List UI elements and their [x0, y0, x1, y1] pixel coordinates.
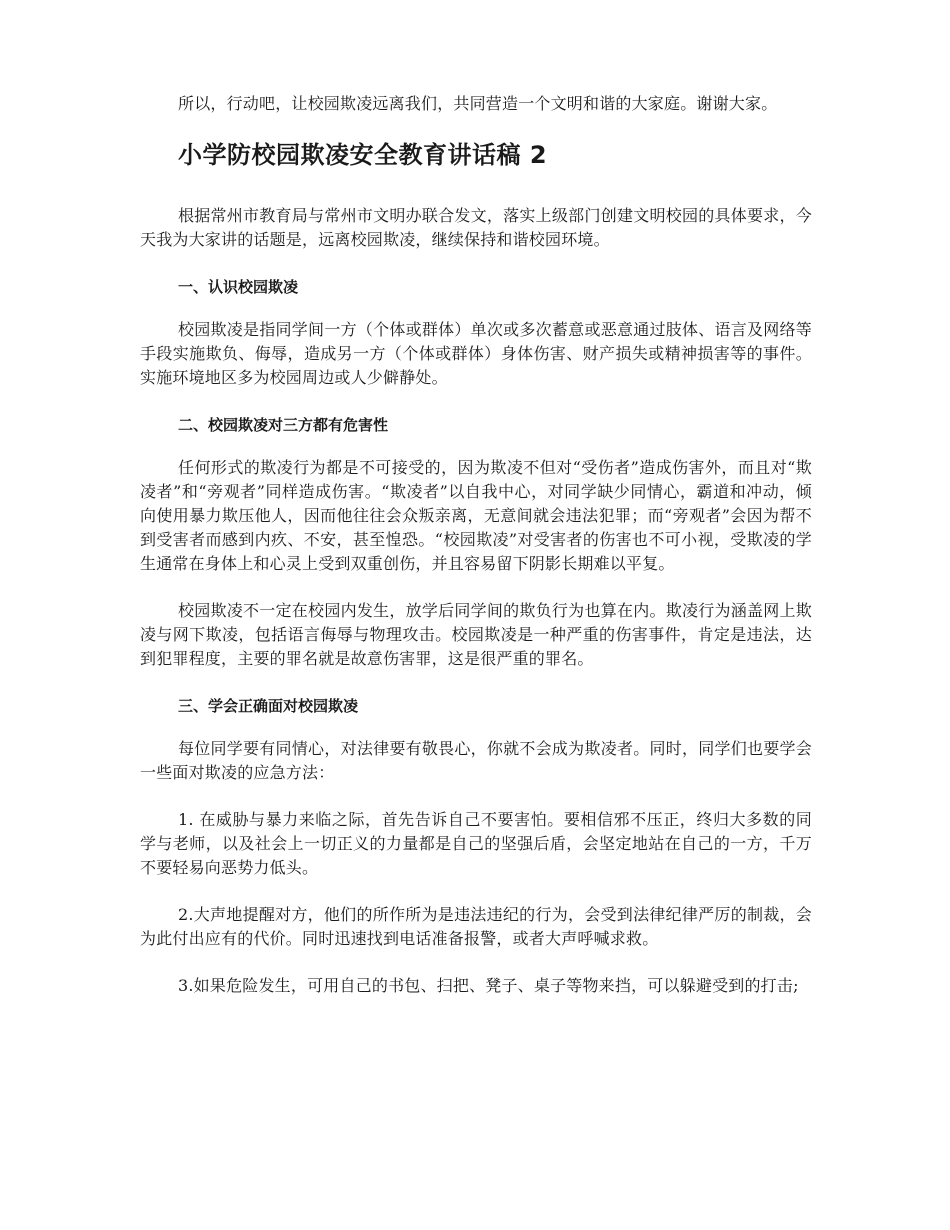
list-item-3: 3.如果危险发生，可用自己的书包、扫把、凳子、桌子等物来挡，可以躲避受到的打击;: [178, 976, 799, 995]
paragraph-2: 校园欺凌是指同学间一方（个体或群体）单次或多次蓄意或恶意通过肢体、语言及网络等手段实施欺负、侮辱，造成另一方（个体或群体）身体伤害、财产损失或精神损害等的事件。 实施环境地区多为校园周边或人少僻静处。: [140, 320, 812, 387]
section-heading-2: 二、校园欺凌对三方都有危害性: [178, 416, 389, 434]
document-title: 小学防校园欺凌安全教育讲话稿 2: [178, 141, 548, 169]
list-item-1: 1. 在威胁与暴力来临之际，首先告诉自己不要害怕。要相信邪不压正，终归大多数的同学与老师，以及社会上一切正义的力量都是自己的坚强后盾，会坚定地站在自己的一方，千万不要轻易向恶势力低头。: [140, 810, 812, 877]
list-item-2: 2.大声地提醒对方，他们的所作所为是违法违纪的行为，会受到法律纪律严厉的制裁，会为此付出应有的代价。同时迅速找到电话准备报警，或者大声呼喊求救。: [140, 905, 812, 948]
section-heading-3: 三、学会正确面对校园欺凌: [178, 697, 359, 715]
section-heading-1: 一、认识校园欺凌: [178, 278, 299, 296]
paragraph-5: 每位同学要有同情心，对法律要有敬畏心，你就不会成为欺凌者。同时，同学们也要学会一些面对欺凌的应急方法：: [140, 739, 812, 782]
document-page: [140, 92, 812, 1021]
paragraph-4: 校园欺凌不一定在校园内发生，放学后同学间的欺负行为也算在内。欺凌行为涵盖网上欺凌与网下欺凌，包括语言侮辱与物理攻击。校园欺凌是一种严重的伤害事件，肯定是违法，达到犯罪程度，主要的罪名就是故意伤害罪，这是很严重的罪名。: [140, 601, 812, 668]
paragraph-1: 根据常州市教育局与常州市文明办联合发文，落实上级部门创建文明校园的具体要求，今天我为大家讲的话题是，远离校园欺凌，继续保持和谐校园环境。: [140, 206, 812, 249]
intro-paragraph: 所以，行动吧，让校园欺凌远离我们，共同营造一个文明和谐的大家庭。谢谢大家。: [178, 94, 778, 113]
paragraph-3: 任何形式的欺凌行为都是不可接受的，因为欺凌不但对“受伤者”造成伤害外，而且对“欺凌者”和“旁观者”同样造成伤害。“欺凌者”以自我中心，对同学缺少同情心，霸道和冲动，倾向使用暴力欺压他人，因而他往往会众叛亲离，无意间就会违法犯罪；而“旁观者”会因为帮不到受害者而感到内疚、不安，甚至惶恐。“校园欺凌”对受害者的伤害也不可小视，受欺凌的学生通常在身体上和心灵上受到双重创伤，并且容易留下阴影长期难以平复。: [140, 458, 812, 573]
